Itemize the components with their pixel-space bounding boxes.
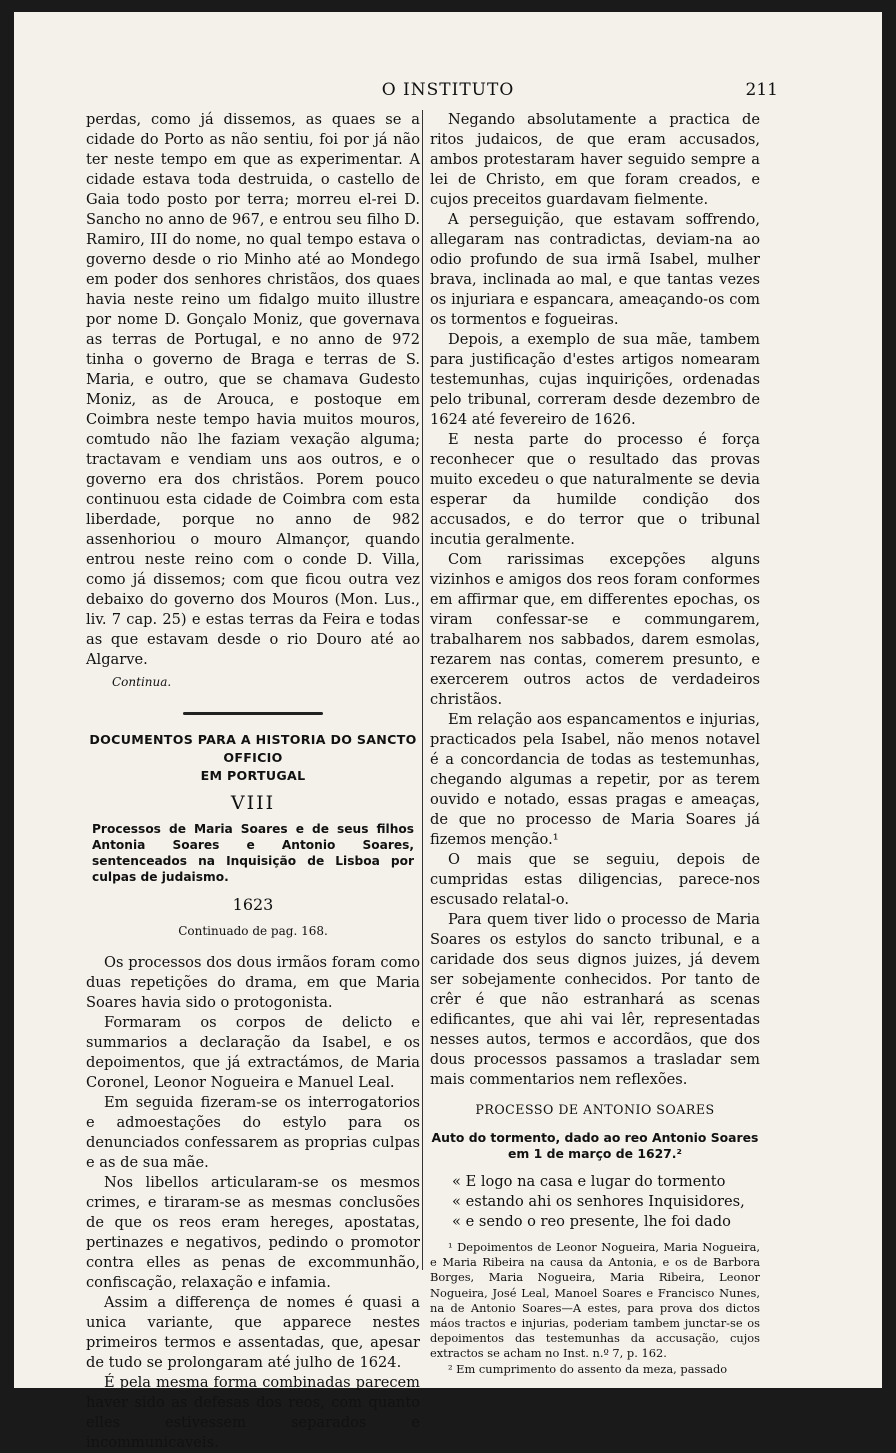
page-number: 211 <box>745 80 778 100</box>
quote-line: « E logo na casa e lugar do tormento <box>452 1173 726 1190</box>
column-divider <box>422 110 423 1270</box>
section-separator <box>183 712 323 715</box>
paragraph: O mais que se seguiu, depois de cumpridas estas diligencias, parece-nos escusado relatal-o. <box>430 851 760 908</box>
paragraph: Assim a differença de nomes é quasi a unica variante, que apparece nestes primeiros termos e assentadas, que, apesar de tudo se prolongaram até julho de 1624. <box>86 1294 420 1371</box>
auto-title-line: em 1 de março de 1627.² <box>508 1146 682 1161</box>
footnote: ² Em cumprimento do assento da meza, passado <box>448 1361 728 1376</box>
continued-from: Continuado de pag. 168. <box>178 924 328 938</box>
paragraph: Depois, a exemplo de sua mãe, tambem para justificação d'estes artigos nomearam testemunhas, cujas inquirições, ordenadas pelo tribunal, correram desde dezembro de 1624 até fevereiro de 1626. <box>430 331 760 428</box>
footnote: ¹ Depoimentos de Leonor Nogueira, Maria Nogueira, e Maria Ribeira na causa da Antonia, e os de Barbora Borges, Maria Nogueira, Maria Ribeira, Leonor Nogueira, José Leal, Manoel Soares e Francisco Nunes, na de Antonio Soares—A estes, para prova dos dictos máos tractos e injurias, poderiam tambem junctar-se os depoimentos das testemunhas da accusação, cujos extractos se acham no Inst. n.º 7, p. 162. <box>430 1240 760 1361</box>
section-subtitle: Processos de Maria Soares e de seus filhos Antonia Soares e Antonio Soares, sentenceados na Inquisição de Lisboa por culpas de judaismo. <box>92 822 414 884</box>
paragraph: Para quem tiver lido o processo de Maria Soares os estylos do sancto tribunal, e a caridade dos seus dignos juizes, já devem ser sobejamente conhecidos. Por tanto de crêr é que não estranhará as scenas edificantes, que ahi vai lêr, representadas nesses autos, termos e accordãos, que dos dous processos passamos a trasladar sem mais commentarios nem reflexões. <box>430 911 760 1088</box>
running-title: O INSTITUTO <box>381 80 515 100</box>
section-title-line: EM PORTUGAL <box>200 768 306 783</box>
continua-note: Continua. <box>112 675 172 689</box>
paragraph: E nesta parte do processo é força reconhecer que o resultado das provas muito excedeu o que naturalmente se devia esperar da humilde condição dos accusados, e do terror que o tribunal incutia geralmente. <box>430 431 760 548</box>
quote-line: « e sendo o reo presente, lhe foi dado <box>452 1213 731 1230</box>
paragraph: Nos libellos articularam-se os mesmos crimes, e tiraram-se as mesmas conclusões de que os reos eram hereges, apostatas, pertinazes e negativos, pedindo o promotor contra elles as penas de excommunhão, confiscação, relaxação e infamia. <box>86 1174 420 1291</box>
paragraph: Em relação aos espancamentos e injurias, practicados pela Isabel, não menos notavel é a concordancia de todas as testemunhas, chegando algumas a repetir, por as terem ouvido e notado, essas pragas e ameaças, de que no processo de Maria Soares já fizemos menção.¹ <box>430 711 760 848</box>
section-title-line: DOCUMENTOS PARA A HISTORIA DO SANCTO OFFICIO <box>89 732 417 765</box>
section-title <box>86 731 420 785</box>
paragraph: perdas, como já dissemos, as quaes se a cidade do Porto as não sentiu, foi por já não ter neste tempo em que as experimentar. A cidade estava toda destruida, o castello de Gaia todo posto por terra; morreu el-rei D. Sancho no anno de 967, e entrou seu filho D. Ramiro, III do nome, no qual tempo estava o governo desde o rio Minho até ao Mondego em poder dos senhores christãos, dos quaes havia neste reino um fidalgo muito illustre por nome D. Gonçalo Moniz, que governava as terras de Portugal, e no anno de 972 tinha o governo de Braga e terras de S. Maria, e outro, que se chamava Gudesto Moniz, as de Arouca, e postoque em Coimbra neste tempo havia muitos mouros, comtudo não lhe faziam vexação alguma; tractavam e vendiam uns aos outros, e o governo era dos christãos. Porem pouco continuou esta cidade de Coimbra com esta liberdade, porque no anno de 982 assenhoriou o mouro Almançor, quando entrou neste reino com o conde D. Villa, como já dissemos; com que ficou outra vez debaixo do governo dos Mouros (Mon. Lus., liv. 7 cap. 25) e estas terras da Feira e todas as que estavam desde o rio Douro até ao Algarve. <box>86 111 420 668</box>
auto-title-line: Auto do tormento, dado ao reo Antonio Soares <box>431 1130 759 1145</box>
auto-title <box>430 1130 760 1162</box>
page <box>14 12 882 1451</box>
paragraph: A perseguição, que estavam soffrendo, allegaram nas contradictas, deviam-na ao odio profundo de sua irmã Isabel, mulher brava, inclinada ao mal, e que tantas vezes os injuriara e espancara, ameaçando-os com os tormentos e fogueiras. <box>430 211 760 328</box>
paragraph: É pela mesma forma combinadas parecem haver sido as defesas dos reos, com quanto elles estivessem separados e incommunicaveis. <box>86 1374 420 1451</box>
paragraph: Os processos dos dous irmãos foram como duas repetições do drama, em que Maria Soares havia sido o protogonista. <box>86 954 420 1011</box>
paragraph: Em seguida fizeram-se os interrogatorios e admoestações do estylo para os denunciados confessarem as proprias culpas e as de sua mãe. <box>86 1094 420 1171</box>
quoted-record <box>430 1172 760 1232</box>
section-number: VIII <box>230 792 276 814</box>
year: 1623 <box>232 895 274 914</box>
page-header <box>14 80 882 104</box>
right-column <box>430 110 760 1377</box>
quote-line: « estando ahi os senhores Inquisidores, <box>452 1193 745 1210</box>
paragraph: Negando absolutamente a practica de ritos judaicos, de que eram accusados, ambos protestaram haver seguido sempre a lei de Christo, em que foram creados, e cujos preceitos guardavam fielmente. <box>430 111 760 208</box>
paragraph: Com rarissimas excepções alguns vizinhos e amigos dos reos foram conformes em affirmar que, em differentes epochas, os viram confessar-se e commungarem, trabalharem nos sabbados, darem esmolas, rezarem nas contas, comerem presunto, e exercerem outros actos de verdadeiros christãos. <box>430 551 760 708</box>
left-column <box>86 110 420 1453</box>
process-title: PROCESSO DE ANTONIO SOARES <box>475 1102 715 1117</box>
paragraph: Formaram os corpos de delicto e summarios a declaração da Isabel, e os depoimentos, que já extractámos, de Maria Coronel, Leonor Nogueira e Manuel Leal. <box>86 1014 420 1091</box>
